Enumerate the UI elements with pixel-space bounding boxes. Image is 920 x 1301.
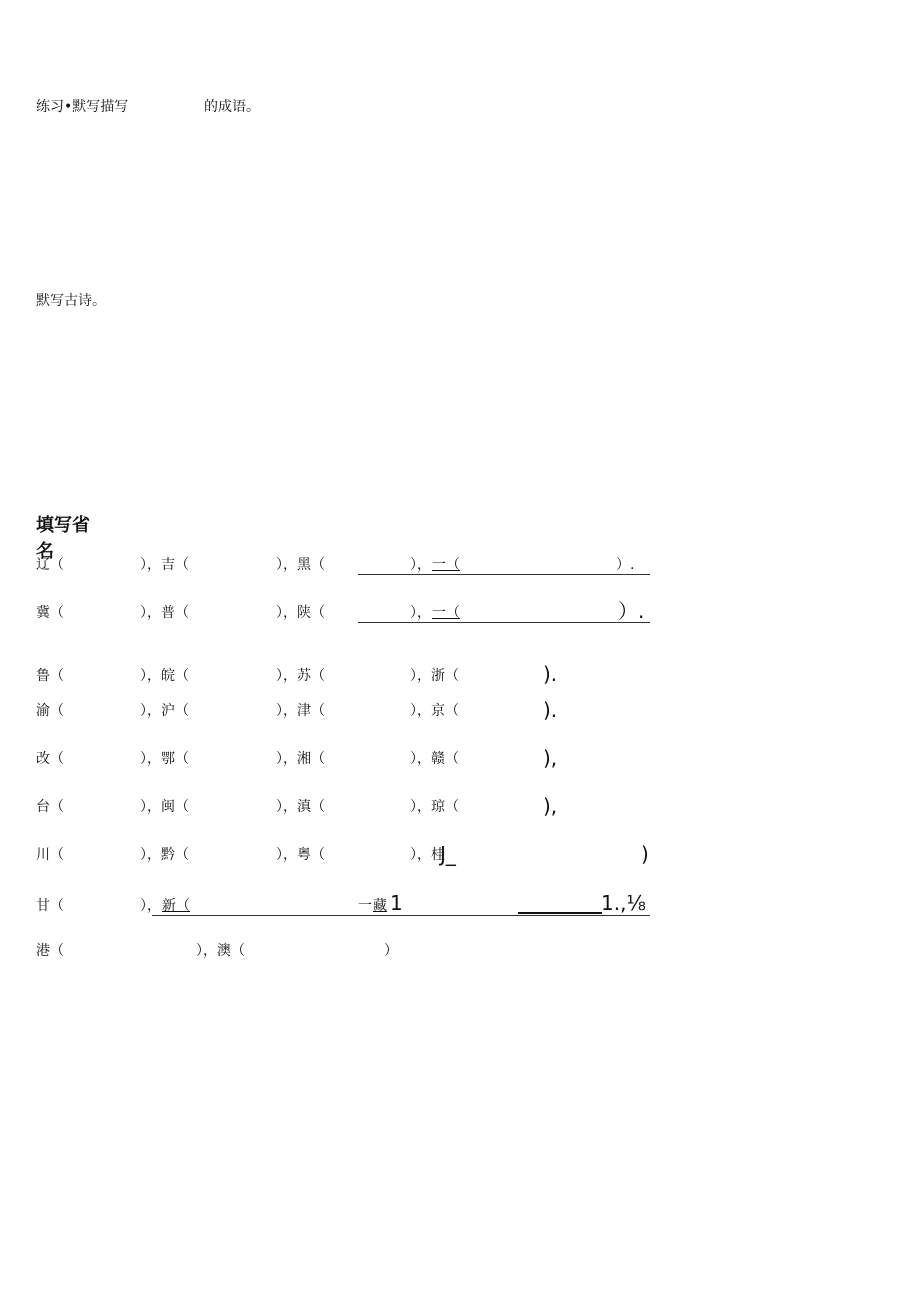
row1-col3: ），黑（ bbox=[276, 557, 325, 573]
row3-col5: ). bbox=[543, 662, 558, 686]
row7-col5: J_ bbox=[440, 842, 456, 866]
province-heading-line2: 名 bbox=[36, 541, 54, 562]
row8-blank-line bbox=[518, 912, 602, 914]
row2-col1: 冀（ bbox=[36, 605, 64, 621]
row7-col1: 川（ bbox=[36, 847, 64, 863]
row9-col3: ） bbox=[384, 943, 398, 959]
row4-col3: ），津（ bbox=[276, 703, 325, 719]
row8-col3: 新（ bbox=[162, 898, 190, 914]
row2-col2: ），普（ bbox=[140, 605, 189, 621]
row1-col2: ），吉（ bbox=[140, 557, 189, 573]
row3-col3: ），苏（ bbox=[276, 668, 325, 684]
row5-col4: ），赣（ bbox=[410, 751, 459, 767]
row2-col5: 一（ bbox=[432, 605, 460, 621]
row6-col4: ），琼（ bbox=[410, 799, 459, 815]
row1-col4: ）， bbox=[410, 557, 431, 573]
row8-col4: 一 bbox=[358, 898, 372, 914]
province-heading-line1: 填写省 bbox=[36, 515, 90, 536]
idiom-instruction-left: 练习•默写描写 bbox=[36, 99, 129, 115]
row1-col1: 辽（ bbox=[36, 557, 64, 573]
row9-col2: ），澳（ bbox=[196, 943, 245, 959]
row3-col4: ），浙（ bbox=[410, 668, 459, 684]
row8-col7: 1.,⅛ bbox=[601, 891, 646, 915]
row7-col3: ），粤（ bbox=[276, 847, 325, 863]
row6-col3: ），滇（ bbox=[276, 799, 325, 815]
row5-col5: ), bbox=[543, 746, 558, 770]
row3-col2: ），皖（ bbox=[140, 668, 189, 684]
row1-col6: ）. bbox=[616, 557, 635, 573]
row8-col5: 藏 bbox=[373, 898, 387, 914]
row2-answer-line bbox=[358, 622, 650, 623]
idiom-instruction-right: 的成语。 bbox=[204, 99, 260, 115]
row8-answer-line bbox=[152, 915, 650, 916]
row7-col6: ) bbox=[641, 842, 649, 866]
row8-col6: 1 bbox=[390, 891, 403, 915]
row5-col1: 改（ bbox=[36, 751, 64, 767]
row1-col5: 一（ bbox=[432, 557, 460, 573]
row4-col4: ），京（ bbox=[410, 703, 459, 719]
row3-col1: 鲁（ bbox=[36, 668, 64, 684]
row7-col4: ），桂 bbox=[410, 847, 445, 863]
row6-col5: ), bbox=[543, 794, 558, 818]
row8-col2: ）， bbox=[140, 898, 161, 914]
row6-col2: ），闽（ bbox=[140, 799, 189, 815]
poem-instruction: 默写古诗。 bbox=[36, 293, 106, 309]
row4-col1: 渝（ bbox=[36, 703, 64, 719]
row2-col4: ）， bbox=[410, 605, 431, 621]
row2-col3: ），陕（ bbox=[276, 605, 325, 621]
row2-col6: ）. bbox=[618, 599, 645, 623]
row6-col1: 台（ bbox=[36, 799, 64, 815]
row8-col1: 甘（ bbox=[36, 898, 64, 914]
row1-answer-line bbox=[358, 574, 650, 575]
row5-col2: ），鄂（ bbox=[140, 751, 189, 767]
row7-col2: ），黔（ bbox=[140, 847, 189, 863]
row4-col2: ），沪（ bbox=[140, 703, 189, 719]
row9-col1: 港（ bbox=[36, 943, 64, 959]
row5-col3: ），湘（ bbox=[276, 751, 325, 767]
row4-col5: ). bbox=[543, 698, 558, 722]
